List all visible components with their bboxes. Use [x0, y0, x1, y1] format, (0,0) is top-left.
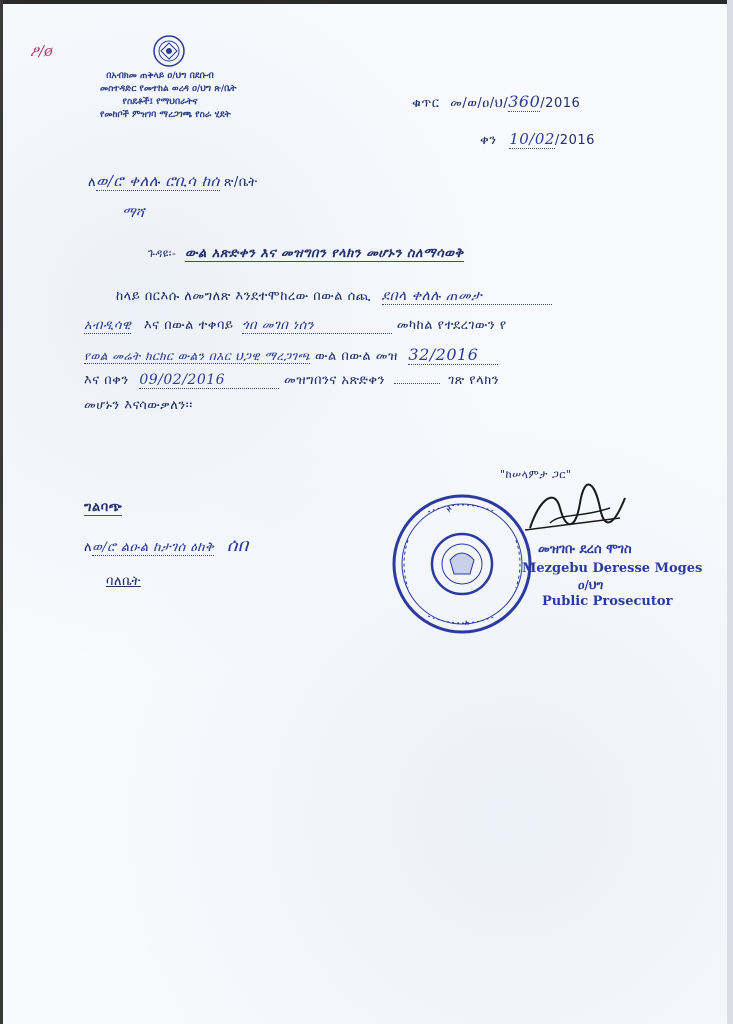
signature-scribble-icon: [520, 478, 630, 538]
body-line-1: [116, 288, 552, 305]
signatory-title-en: Public Prosecutor: [542, 594, 673, 609]
body-line-1-hand: ደበላ ቀለሉ ጠመታ: [382, 288, 552, 305]
subject-label: ጉዳዩ፡-: [148, 247, 177, 260]
body-line-4-print-3: ገጽ የላክን: [448, 373, 500, 388]
body-line-4-print-1: እና በቀን: [84, 373, 129, 388]
subject-text: ውል አጽድቀን እና መዝግበን የላክን መሆኑን ስለማሳወቅ: [184, 246, 464, 261]
cc-label: ግልባጭ: [84, 500, 123, 515]
pages-blank: [394, 383, 440, 384]
ref-handwritten: 360: [508, 92, 541, 111]
subject-line: [148, 246, 464, 261]
org-line-1: በአብክመ ጠቅላይ ዐ/ህግ በደቡብ: [106, 71, 214, 81]
body-line-2-hand-1: አብዲሳዊ: [84, 318, 132, 333]
body-line-5: መሆኑን እናሳውቃለን፡፡: [84, 398, 193, 413]
body-line-3: [84, 345, 498, 365]
date-line: [480, 130, 595, 148]
body-line-4-hand: 09/02/2016: [139, 372, 279, 389]
ref-number: [412, 92, 580, 111]
official-seal-icon: [388, 490, 536, 638]
body-line-3-print: ውል በውል መዝ: [315, 349, 398, 364]
body-line-2-print-2: መካከል የተደረገውን የ: [396, 318, 507, 333]
scan-edge-right: [727, 0, 733, 1024]
addressee-handwritten: ወ/ሮ ቀለሉ ሮቢሳ ከሰ: [96, 172, 220, 190]
body-line-4: [84, 372, 499, 389]
cc-handwritten-2: ሰበ: [226, 535, 249, 556]
org-line-4: የመከቦች ምዝገባ ማረጋገጫ የስራ ሂደት: [100, 110, 231, 120]
corner-note: ፆ/ø: [30, 42, 53, 60]
cc-handwritten: ወ/ሮ ልዑል ከታገሰ ዕከቅ: [92, 540, 215, 555]
ref-prefix: መ/ወ/ዐ/ህ/: [450, 96, 509, 111]
ref-label: ቁጥር: [412, 96, 440, 111]
scan-edge-left: [0, 0, 3, 1024]
body-line-3-hand-2: 32/2016: [408, 345, 498, 365]
location-handwritten: ማሻ: [122, 205, 145, 221]
cc-line-2: ባለቤት: [106, 574, 141, 589]
addressee-line: [88, 172, 257, 190]
body-line-2-print-1: እና በውል ተቀባይ: [143, 318, 234, 333]
body-line-1-print: ከላይ በርእሱ ለመግለጽ እንደተሞከረው በውል ሰጪ: [116, 289, 371, 304]
government-emblem-icon: [152, 34, 186, 68]
addressee-prefix: ለ: [88, 175, 97, 190]
body-line-3-hand: የወል መሬት ክርክር ውልን በእር ህጋዊ ማረጋገጫ: [84, 349, 311, 363]
signatory-name-am: መዝገቡ ደረሰ ሞገስ: [538, 542, 632, 557]
body-line-4-print-2: መዝግበንና አጽድቀን: [284, 373, 385, 388]
cc-line: [84, 535, 249, 556]
ref-year: /2016: [540, 96, 581, 111]
closing-greeting: "ከሠላምታ ጋር": [500, 468, 572, 481]
org-line-2: መስተዳድር የመተከል ወረዳ ዐ/ህግ ጽ/ቤት: [100, 84, 237, 94]
date-label: ቀን: [480, 133, 497, 148]
signatory-title-am: ዐ/ህግ: [578, 578, 604, 592]
cc-prefix: ለ: [84, 540, 93, 555]
body-line-2-hand-2: ጎበ መገበ ነሰን: [242, 318, 392, 334]
date-handwritten: 10/02: [509, 130, 555, 148]
scan-edge-top: [0, 0, 733, 4]
date-year: /2016: [554, 133, 595, 148]
signatory-name-en: Mezgebu Deresse Moges: [522, 561, 703, 576]
org-line-3: የስደቶች፤ የማህበራትና: [122, 97, 198, 107]
addressee-suffix: ጽ/ቤት: [223, 175, 258, 190]
body-line-2: [84, 318, 507, 334]
